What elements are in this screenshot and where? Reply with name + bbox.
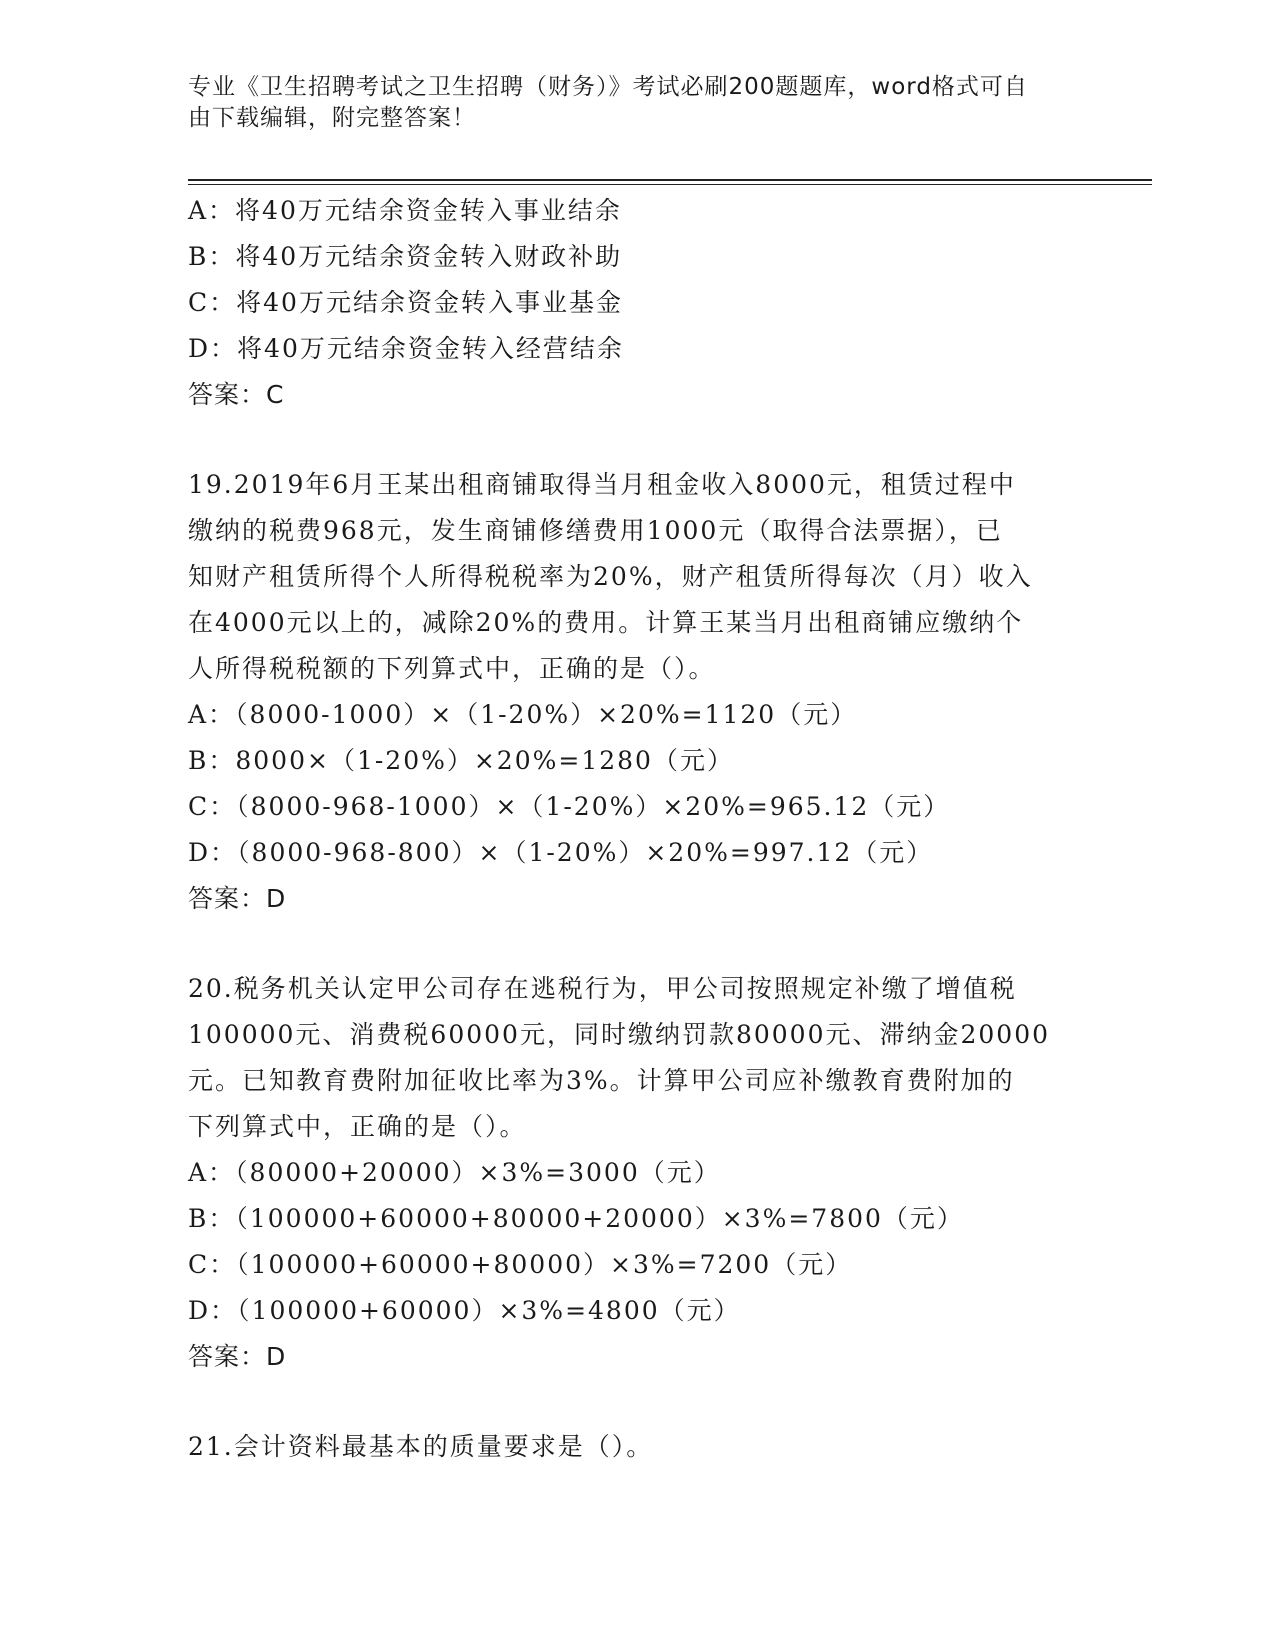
document-body — [188, 188, 1088, 1470]
question-stem-line: 19.2019年6月王某出租商铺取得当月租金收入8000元，租赁过程中 — [188, 470, 1016, 499]
question-stem-line: 20.税务机关认定甲公司存在逃税行为，甲公司按照规定补缴了增值税 — [188, 974, 1017, 1003]
question-19 — [188, 462, 1088, 922]
document-header — [188, 72, 1068, 134]
option-d: D：（8000-968-800）×（1-20%）×20%=997.12（元） — [188, 838, 934, 867]
question-stem-line: 在4000元以上的，减除20%的费用。计算王某当月出租商铺应缴纳个 — [188, 608, 1024, 637]
header-divider-thin — [188, 184, 1152, 185]
option-c: C：（100000+60000+80000）×3%=7200（元） — [188, 1250, 853, 1279]
header-line-2: 由下载编辑，附完整答案！ — [188, 105, 476, 131]
spacer — [188, 922, 1088, 966]
option-b: B：将40万元结余资金转入财政补助 — [188, 242, 623, 271]
question-stem-line: 缴纳的税费968元，发生商铺修缮费用1000元（取得合法票据），已 — [188, 516, 1003, 545]
option-d: D：将40万元结余资金转入经营结余 — [188, 334, 624, 363]
option-a: A：（80000+20000）×3%=3000（元） — [188, 1158, 721, 1187]
option-c: C：（8000-968-1000）×（1-20%）×20%=965.12（元） — [188, 792, 951, 821]
option-b: B：8000×（1-20%）×20%=1280（元） — [188, 746, 734, 775]
question-18 — [188, 188, 1088, 418]
option-a: A：将40万元结余资金转入事业结余 — [188, 196, 622, 225]
question-20 — [188, 966, 1088, 1380]
question-21 — [188, 1424, 1088, 1470]
spacer — [188, 418, 1088, 462]
question-stem-line: 元。已知教育费附加征收比率为3%。计算甲公司应补缴教育费附加的 — [188, 1066, 1015, 1095]
option-b: B：（100000+60000+80000+20000）×3%=7800（元） — [188, 1204, 964, 1233]
header-line-1: 专业《卫生招聘考试之卫生招聘（财务）》考试必刷200题题库，word格式可自 — [188, 74, 1028, 100]
answer: 答案：D — [188, 1342, 287, 1371]
question-stem-line: 100000元、消费税60000元，同时缴纳罚款80000元、滞纳金20000 — [188, 1020, 1051, 1049]
question-stem-line: 人所得税税额的下列算式中，正确的是（）。 — [188, 654, 716, 683]
question-stem-line: 21.会计资料最基本的质量要求是（）。 — [188, 1432, 654, 1461]
option-a: A：（8000-1000）×（1-20%）×20%=1120（元） — [188, 700, 858, 729]
option-c: C：将40万元结余资金转入事业基金 — [188, 288, 623, 317]
option-d: D：（100000+60000）×3%=4800（元） — [188, 1296, 741, 1325]
spacer — [188, 1380, 1088, 1424]
question-stem-line: 知财产租赁所得个人所得税税率为20%，财产租赁所得每次（月）收入 — [188, 562, 1033, 591]
answer: 答案：C — [188, 380, 285, 409]
answer: 答案：D — [188, 884, 287, 913]
question-stem-line: 下列算式中，正确的是（）。 — [188, 1112, 527, 1141]
header-divider-thick — [188, 179, 1152, 181]
